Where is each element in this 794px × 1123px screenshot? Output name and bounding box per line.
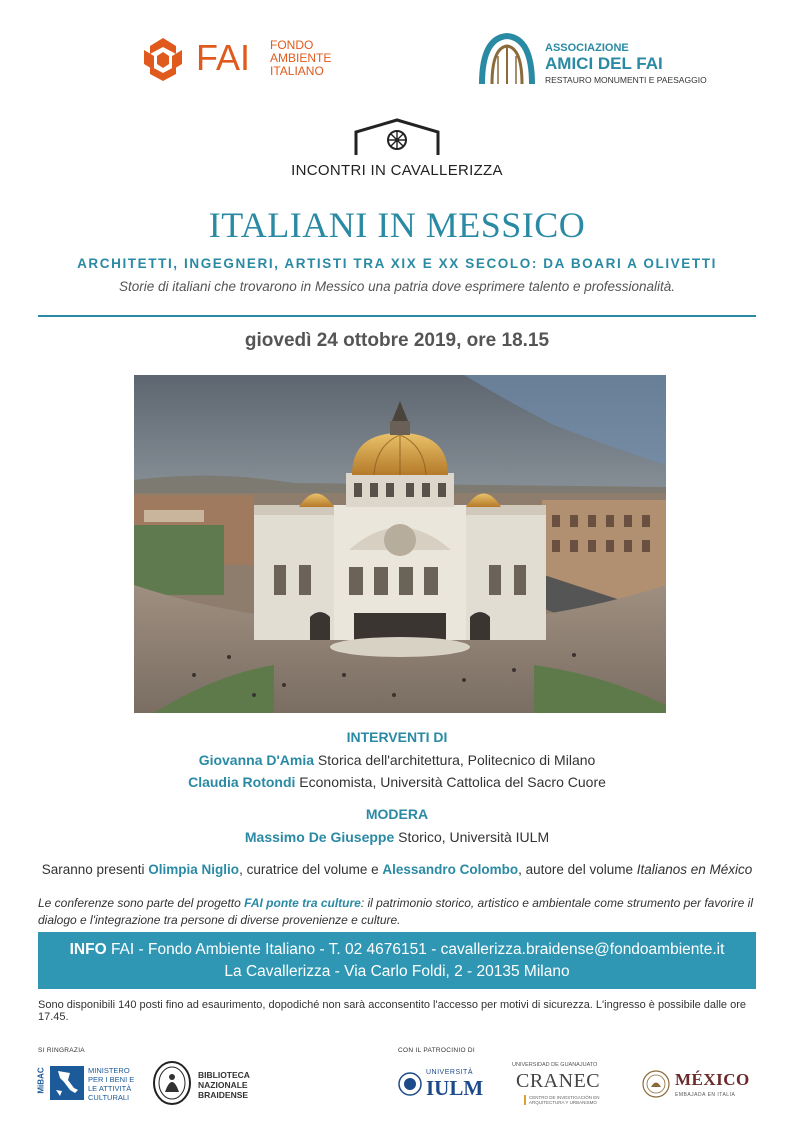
- amici-line-1: ASSOCIAZIONE: [545, 42, 629, 54]
- speaker-row: [0, 752, 794, 768]
- mexico-sub: EMBAJADA EN ITALIA: [675, 1092, 736, 1098]
- mibac-text: [88, 1066, 134, 1102]
- mibac-line: PER I BENI E: [88, 1075, 135, 1084]
- series-name: INCONTRI IN CAVALLERIZZA: [291, 162, 503, 179]
- presence-text: , curatrice del volume e: [239, 862, 383, 877]
- speaker-role: Storica dell'architettura, Politecnico di Milano: [314, 752, 596, 768]
- book-title: Italianos en México: [636, 862, 753, 877]
- iulm-top: UNIVERSITÀ: [426, 1069, 474, 1076]
- mexico-logo: [642, 1068, 762, 1104]
- event-date: giovedì 24 ottobre 2019, ore 18.15: [244, 330, 550, 351]
- fai-icon: [140, 36, 186, 82]
- mibac-line: MINISTERO: [88, 1066, 130, 1075]
- project-text: Le conferenze sono parte del progetto: [38, 896, 245, 910]
- divider: [38, 315, 756, 317]
- fai-logo: [140, 34, 340, 86]
- cavallerizza-icon: [354, 118, 440, 156]
- fai-line: FONDO: [270, 38, 314, 52]
- braidense-line: BIBLIOTECA: [198, 1070, 250, 1080]
- moderator-row: [0, 829, 794, 845]
- presence-text: , autore del volume: [518, 862, 637, 877]
- thanks-label: SI RINGRAZIA: [38, 1047, 85, 1054]
- moderator-heading: MODERA: [365, 806, 429, 822]
- mibac-logo: [38, 1064, 138, 1104]
- fai-line: AMBIENTE: [270, 51, 332, 65]
- project-text: : il patrimonio storico, artistico e ambientale come strumento per favorire il dialogo e l'integrazione tra persone di diverse provenienze e culture.: [38, 896, 753, 927]
- palace-photo: [134, 375, 666, 713]
- event-description: Storie di italiani che trovarono in Messico una patria dove esprimere talento e professionalità.: [118, 279, 676, 294]
- event-subtitle: ARCHITETTI, INGEGNERI, ARTISTI TRA XIX E XX SECOLO: DA BOARI A OLIVETTI: [77, 256, 717, 271]
- mibac-side: MiBAC: [36, 1067, 46, 1094]
- arch-icon: [478, 32, 536, 86]
- presence-text: Saranno presenti: [41, 862, 149, 877]
- speakers-heading: INTERVENTI DI: [346, 729, 448, 745]
- braidense-line: BRAIDENSE: [198, 1090, 249, 1100]
- cranec-logo: [512, 1062, 622, 1106]
- eagle-seal-icon: [642, 1070, 670, 1098]
- speaker-name: Giovanna D'Amia: [198, 752, 315, 768]
- info-line-1: [38, 941, 756, 959]
- speaker-name: Claudia Rotondi: [188, 774, 296, 790]
- moderator-role: Storico, Università IULM: [394, 829, 550, 845]
- iulm-main: IULM: [426, 1076, 484, 1100]
- amici-line-3: RESTAURO MONUMENTI E PAESAGGIO: [545, 75, 707, 85]
- project-name: FAI ponte tra culture: [244, 896, 361, 910]
- presence-note: [38, 862, 756, 877]
- presence-name: Olimpia Niglio: [148, 862, 240, 877]
- iulm-logo: [398, 1068, 498, 1104]
- fai-mark: FAI: [196, 37, 251, 78]
- braidense-line: NAZIONALE: [198, 1080, 248, 1090]
- cranec-sub: CENTRO DE INVESTIGACIÓN EN ARQUITECTURA Y URBANISMO: [524, 1095, 625, 1105]
- info-address: La Cavallerizza - Via Carlo Foldi, 2 - 20135 Milano: [224, 963, 570, 980]
- amici-logo: [478, 32, 718, 88]
- mibac-line: LE ATTIVITÀ: [88, 1084, 132, 1093]
- braidense-text: [198, 1070, 250, 1100]
- project-note: [38, 895, 756, 929]
- mexico-mark: MÉXICO: [675, 1070, 750, 1089]
- info-box: [38, 932, 756, 989]
- patronage-label: CON IL PATROCINIO DI: [398, 1047, 476, 1054]
- speaker-row: [0, 774, 794, 790]
- info-contacts: FAI - Fondo Ambiente Italiano - T. 02 4676151 - cavallerizza.braidense@fondoambiente.it: [106, 941, 725, 958]
- speaker-role: Economista, Università Cattolica del Sacro Cuore: [295, 774, 606, 790]
- cranec-top: UNIVERSIDAD DE GUANAJUATO: [512, 1062, 598, 1068]
- iulm-seal-icon: [398, 1072, 422, 1096]
- italy-map-icon: [50, 1066, 84, 1100]
- access-notice: Sono disponibili 140 posti fino ad esaurimento, dopodiché non sarà acconsentito l'accesso per motivi di sicurezza. L'ingresso è possibile dalle ore 17.45.: [38, 999, 747, 1023]
- info-label: INFO: [69, 941, 107, 958]
- seal-icon: [152, 1060, 192, 1106]
- amici-line-2: AMICI DEL FAI: [545, 54, 663, 73]
- moderator-name: Massimo De Giuseppe: [244, 829, 395, 845]
- cranec-mark: CRANEC: [516, 1070, 601, 1092]
- event-title: ITALIANI IN MESSICO: [208, 205, 586, 245]
- braidense-logo: [152, 1060, 262, 1108]
- mibac-line: CULTURALI: [88, 1093, 130, 1102]
- presence-name: Alessandro Colombo: [382, 862, 519, 877]
- fai-wordmark: [270, 39, 331, 78]
- fai-line: ITALIANO: [270, 64, 324, 78]
